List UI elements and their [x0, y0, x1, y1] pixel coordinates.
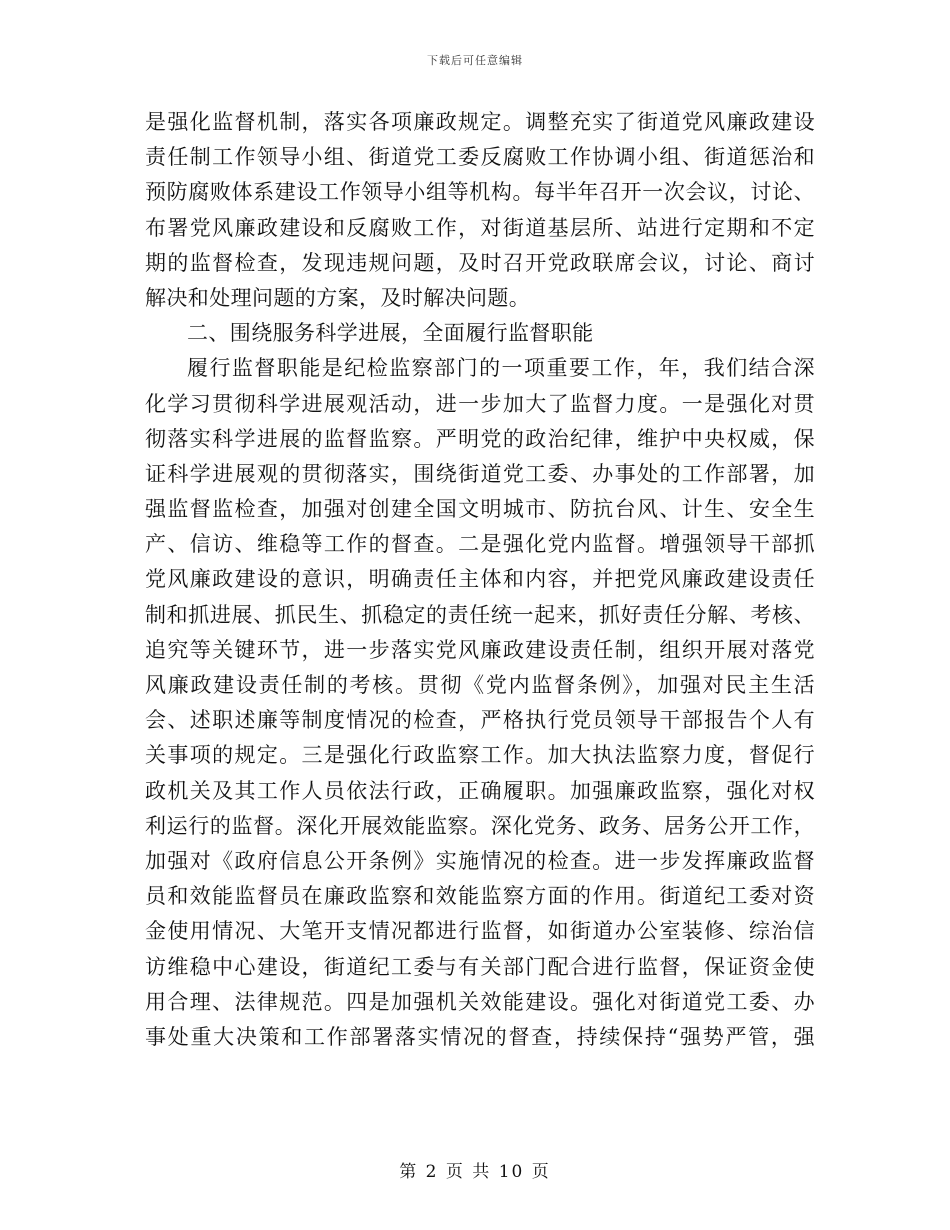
text-line: 布署党风廉政建设和反腐败工作，对街道基层所、站进行定期和不定: [145, 215, 815, 240]
page-footer: 第 2 页 共 10 页: [399, 1162, 551, 1182]
text-line: 证科学进展观的贯彻落实，围绕街道党工委、办事处的工作部署，加: [145, 461, 815, 486]
text-line: 政机关及其工作人员依法行政，正确履职。加强廉政监察，强化对权: [145, 778, 815, 803]
text-line: 追究等关键环节，进一步落实党风廉政建设责任制，组织开展对落党: [145, 637, 815, 662]
text-line: 期的监督检查，发现违规问题，及时召开党政联席会议，讨论、商讨: [145, 250, 815, 275]
text-line: 解决和处理问题的方案，及时解决问题。: [145, 285, 531, 310]
text-line: 党风廉政建设的意识，明确责任主体和内容，并把党风廉政建设责任: [145, 567, 815, 592]
text-line: 事处重大决策和工作部署落实情况的督查，持续保持“强势严管，强: [145, 1024, 815, 1049]
text-line: 加强对《政府信息公开条例》实施情况的检查。进一步发挥廉政监督: [145, 848, 815, 873]
text-line: 利运行的监督。深化开展效能监察。深化党务、政务、居务公开工作，: [145, 813, 815, 838]
text-line: 彻落实科学进展的监督监察。严明党的政治纪律，维护中央权威，保: [145, 426, 815, 451]
text-line: 责任制工作领导小组、街道党工委反腐败工作协调小组、街道惩治和: [145, 145, 815, 170]
text-line: 访维稳中心建设，街道纪工委与有关部门配合进行监督，保证资金使: [145, 954, 815, 979]
page-header: 下载后可任意编辑: [427, 54, 523, 67]
text-line: 制和抓进展、抓民生、抓稳定的责任统一起来，抓好责任分解、考核、: [145, 602, 815, 627]
text-line: 关事项的规定。三是强化行政监察工作。加大执法监察力度，督促行: [145, 743, 815, 768]
text-line: 预防腐败体系建设工作领导小组等机构。每半年召开一次会议，讨论、: [145, 180, 815, 205]
text-line: 金使用情况、大笔开支情况都进行监督，如街道办公室装修、综治信: [145, 919, 815, 944]
body-text: [145, 105, 815, 1055]
text-line: 会、述职述廉等制度情况的检查，严格执行党员领导干部报告个人有: [145, 708, 815, 733]
text-line: 用合理、法律规范。四是加强机关效能建设。强化对街道党工委、办: [145, 989, 815, 1014]
text-line: 是强化监督机制，落实各项廉政规定。调整充实了街道党风廉政建设: [145, 110, 815, 134]
text-line: 风廉政建设责任制的考核。贯彻《党内监督条例》，加强对民主生活: [145, 673, 815, 697]
text-line: 员和效能监督员在廉政监察和效能监察方面的作用。街道纪工委对资: [145, 884, 815, 909]
text-line: 化学习贯彻科学进展观活动，进一步加大了监督力度。一是强化对贯: [145, 391, 815, 416]
text-line: 履行监督职能是纪检监察部门的一项重要工作，年，我们结合深: [187, 356, 815, 381]
text-line: 产、信访、维稳等工作的督查。二是强化党内监督。增强领导干部抓: [145, 532, 815, 557]
section-heading: 二、围绕服务科学进展，全面履行监督职能: [187, 321, 594, 346]
text-line: 强监督监检查，加强对创建全国文明城市、防抗台风、计生、安全生: [145, 497, 815, 522]
